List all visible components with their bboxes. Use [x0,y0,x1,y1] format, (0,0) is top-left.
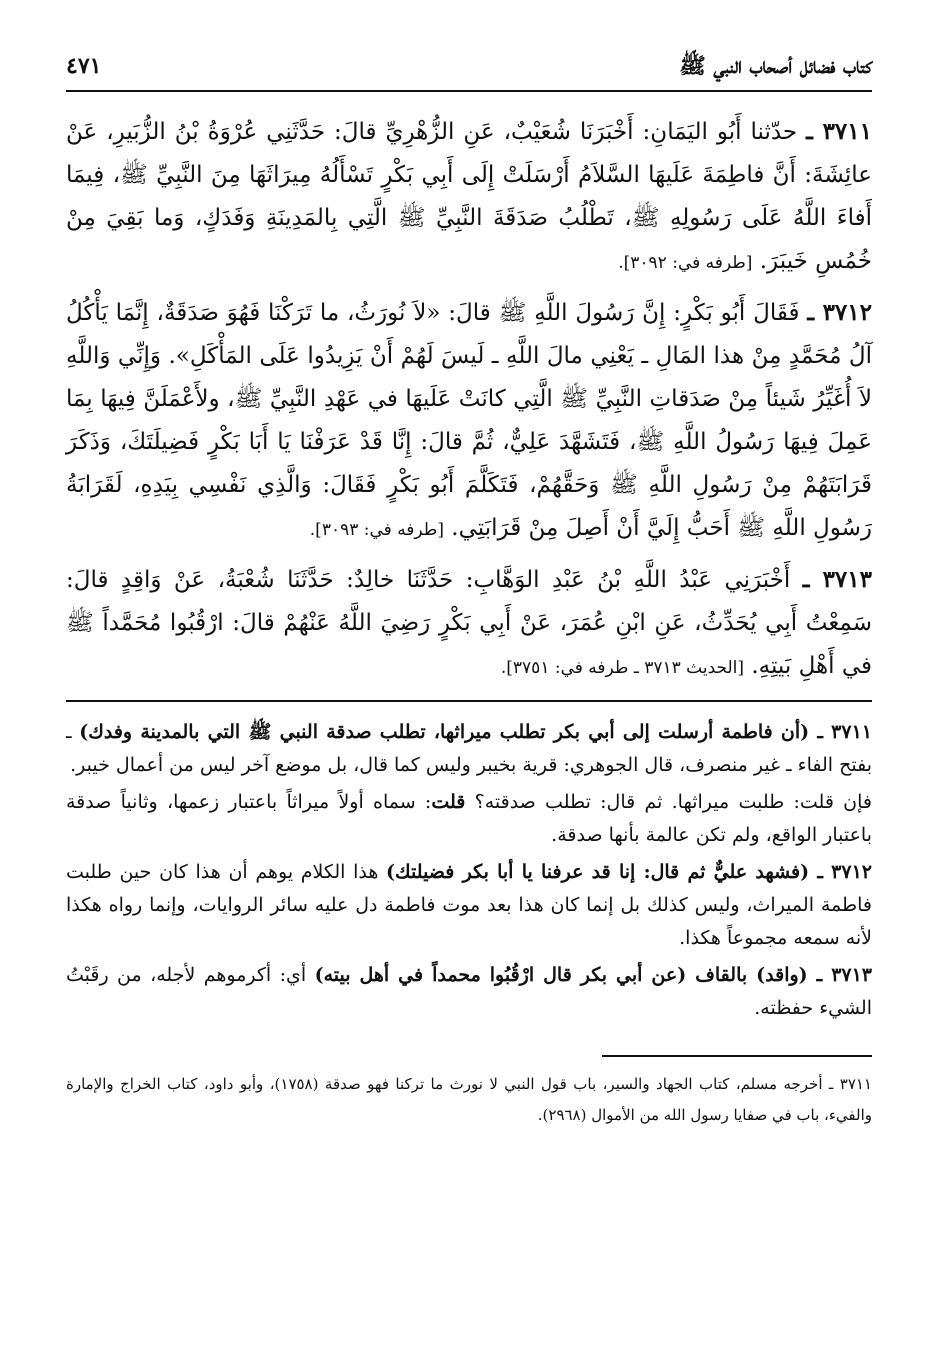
commentary-question-text: فإن قلت: طلبت ميراثها. ثم قال: تطلب صدقته؟ [465,791,873,813]
commentary-3712 [66,856,872,955]
commentary-body: : سماه أولاً ميراثاً باعتبار زعمها، وثانياً صدقة باعتبار الواقع، ولم تكن عالمة بأنها صدقة. [66,791,872,846]
commentary-answer-label: قلت [431,791,466,813]
footnote-divider [602,1055,872,1057]
hadith-number: ٣٧١٢ ـ [807,299,872,326]
book-page [66,52,872,1131]
page-number: ٤٧١ [66,53,102,79]
commentary-3711 [66,716,872,782]
hadith-number: ٣٧١٣ ـ [802,566,872,593]
section-divider [66,700,872,702]
hadith-3712 [66,291,872,552]
hadith-number: ٣٧١١ ـ [806,118,872,145]
commentary-section [66,716,872,1025]
hadith-text-section [66,110,872,690]
cross-reference: [طرفه في: ٣٠٩٢]. [618,253,753,273]
hadith-body: فَقَالَ أَبُو بَكْرٍ: إِنَّ رَسُولَ اللَّهِ ﷺ قالَ: «لاَ نُورَثُ، ما تَرَكْنَا فَهُوَ صَدَقَةٌ، إِنَّمَا يَأْكُلُ آلُ مُحَمَّدٍ مِنْ هذا المَالِ ـ يَعْنِي مالَ اللَّهِ ـ لَيسَ لَهُمْ أَنْ يَزِيدُوا عَلَى المَأْكَلِ». وَإِنِّي وَاللَّهِ لاَ أُغَيِّرُ شَيئاً مِنْ صَدَقاتِ النَّبِيِّ ﷺ الَّتِي كانَتْ عَلَيهَا في عَهْدِ النَّبِيِّ ﷺ، ولأَعْمَلَنَّ فِيهَا بِمَا عَمِلَ فِيهَا رَسُولُ اللَّهِ ﷺ، فَتَشَهَّدَ عَلِيٌّ، ثُمَّ قالَ: إِنَّا قَدْ عَرَفْنَا يَا أَبَا بَكْرٍ فَضِيلَتَكَ، وَذَكَرَ قَرَابَتَهُمْ مِنْ رَسُولِ اللَّهِ ﷺ وَحَقَّهُمْ، فَتَكَلَّمَ أَبُو بَكْرٍ فَقَالَ: وَالَّذِي نَفْسِي بِيَدِهِ، لَقَرَابَةُ رَسُولِ اللَّهِ ﷺ أَحَبُّ إِلَيَّ أَنْ أَصِلَ مِنْ قَرَابَتِي. [66,300,872,541]
hadith-3713 [66,558,872,690]
page-header [66,52,872,92]
cross-reference: [طرفه في: ٣٠٩٣]. [309,520,444,540]
commentary-heading: ٣٧١٣ ـ (واقد) بالقاف (عن أبي بكر قال ارْقُبُوا محمداً في أهل بيته) [314,964,873,986]
commentary-heading: ٣٧١٢ ـ (فشهد عليٌّ ثم قال: إنا قد عرفنا يا أبا بكر فضيلتك) [386,861,872,883]
commentary-body: أي: أكرموهم لأجله، من رقَبْتُ الشيء حفظته. [66,964,872,1019]
commentary-body: هذا الكلام يوهم أن هذا كان حين طلبت فاطمة الميراث، وليس كذلك بل إنما كان هذا بعد موت فاطمة دل عليه سائر الروايات، وإنما رواه هكذا لأنه سمعه مجموعاً هكذا. [66,861,872,949]
footnote: ٣٧١١ ـ أخرجه مسلم، كتاب الجهاد والسير، باب قول النبي لا نورث ما تركنا فهو صدقة (١٧٥٨)، وأبو داود، كتاب الخراج والإمارة والفيء، باب في صفايا رسول الله من الأموال (٢٩٦٨). [66,1075,872,1124]
hadith-body: حدّثنا أَبُو اليَمَانِ: أَخْبَرَنَا شُعَيْبٌ، عَنِ الزُّهْرِيِّ قالَ: حَدَّثَنِي عُرْوَةُ بْنُ الزُّبَيرِ، عَنْ عائِشَةَ: أَنَّ فاطِمَةَ عَلَيهَا السَّلاَمُ أَرْسَلَتْ إِلَى أَبِي بَكْرٍ تَسْأَلُهُ مِيرَاثَهَا مِنَ النَّبِيِّ ﷺ، فِيمَا أَفاءَ اللَّهُ عَلَى رَسُولِهِ ﷺ، تَطْلُبُ صَدَقَةَ النَّبِيِّ ﷺ الَّتِي بِالمَدِينَةِ وَفَدَكٍ، وَما بَقِيَ مِنْ خُمُسِ خَيبَرَ. [66,119,872,274]
running-title: كتاب فضائل أصحاب النبي ﷺ [679,53,872,79]
commentary-3713 [66,959,872,1025]
commentary-question [66,786,872,852]
hadith-3711 [66,110,872,285]
hadith-body: أَخْبَرَنِي عَبْدُ اللَّهِ بْنُ عَبْدِ الوَهَّابِ: حَدَّثَنَا خالِدٌ: حَدَّثَنَا شُعْبَةُ، عَنْ وَاقِدٍ قالَ: سَمِعْتُ أَبِي يُحَدِّثُ، عَنِ ابْنِ عُمَرَ، عَنْ أَبِي بَكْرٍ رَضِيَ اللَّهُ عَنْهُمْ قالَ: ارْقُبُوا مُحَمَّداً ﷺ في أَهْلِ بَيتِهِ. [66,567,872,679]
commentary-heading: ٣٧١١ ـ (أن فاطمة أرسلت إلى أبي بكر تطلب ميراثها، تطلب صدقة النبي ﷺ التي بالمدينة وفدك) [79,721,872,743]
cross-reference: [الحديث ٣٧١٣ ـ طرفه في: ٣٧٥١]. [500,658,745,678]
commentary-body: ـ بفتح الفاء ـ غير منصرف، قال الجوهري: قرية بخيبر وليس كما قال، بل موضع آخر ليس من أعمال خيبر. [66,721,872,776]
